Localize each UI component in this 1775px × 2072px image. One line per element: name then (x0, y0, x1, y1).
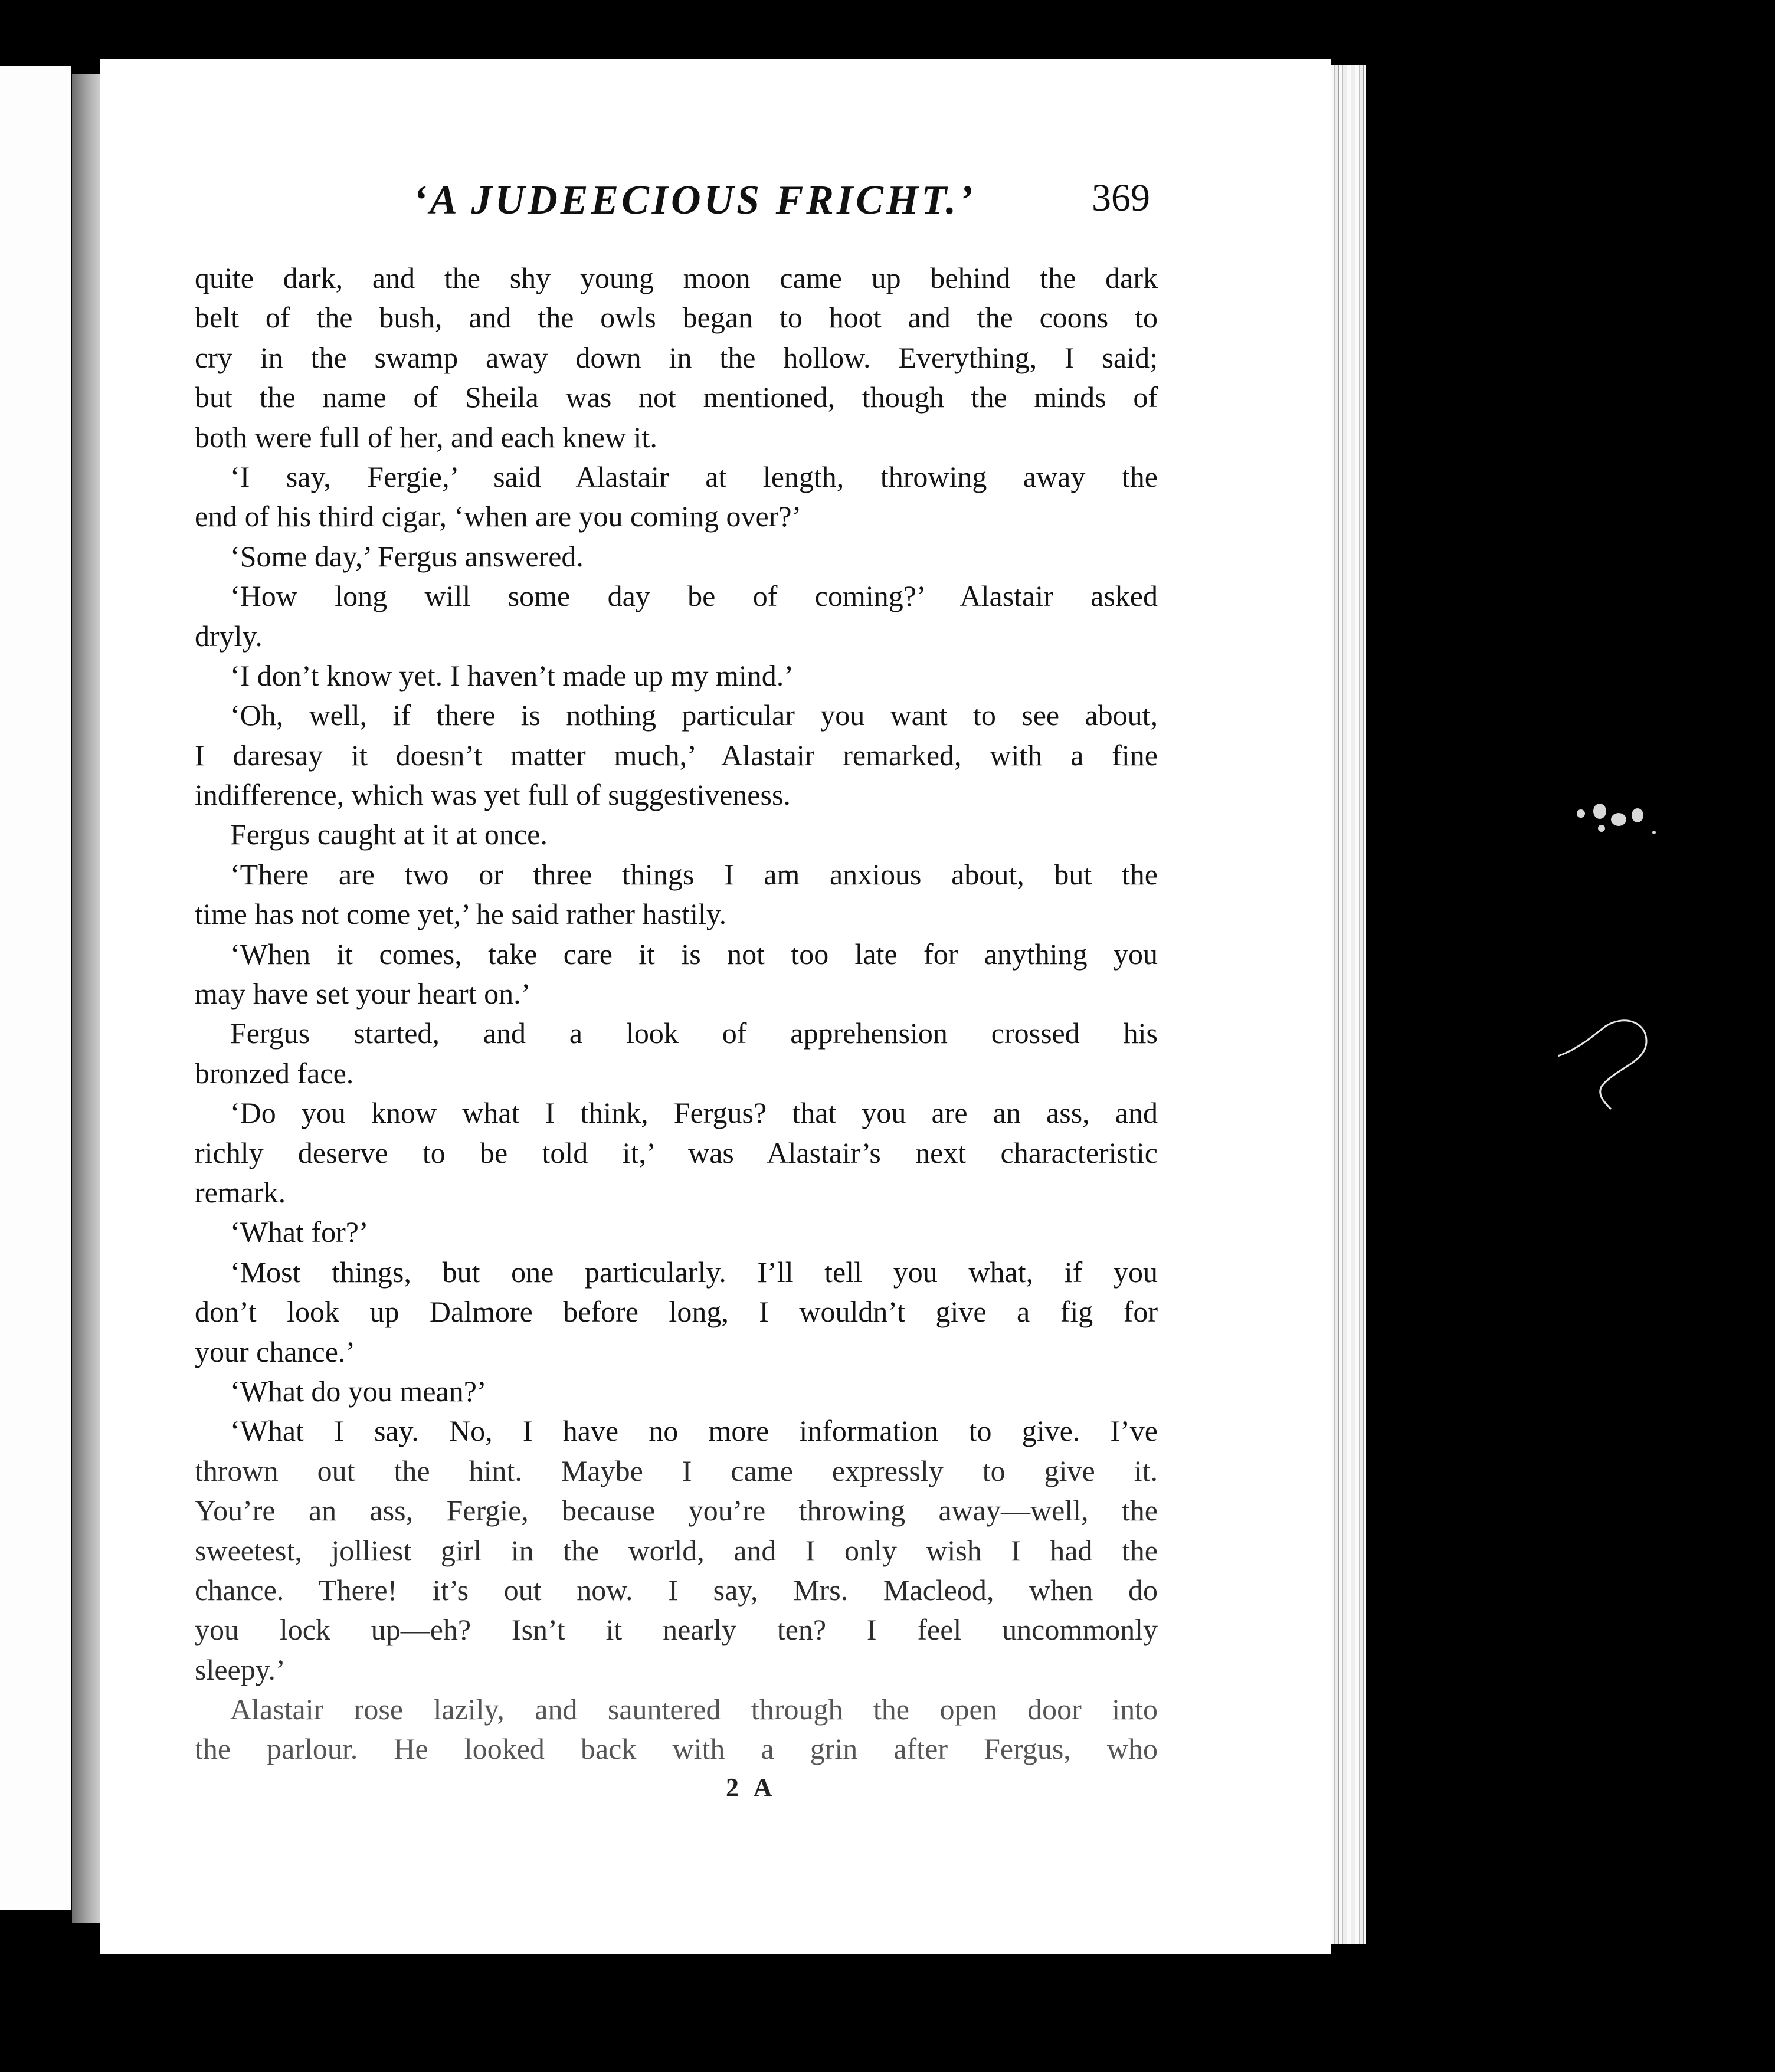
text-line: indifference, which was yet full of suggestiveness. (195, 778, 791, 812)
text-line: You’re an ass, Fergie, because you’re throwing away—well, the (195, 1494, 1158, 1527)
running-header (413, 171, 1180, 242)
text-line: remark. (195, 1175, 286, 1209)
text-line: Alastair rose lazily, and sauntered through the open door into (230, 1693, 1158, 1726)
text-line: your chance.’ (195, 1335, 356, 1368)
text-line: you lock up—eh? Isn’t it nearly ten? I feel uncommonly (195, 1613, 1158, 1647)
text-line: ‘Some day,’ Fergus answered. (230, 539, 584, 573)
gutter-shadow (72, 74, 100, 1923)
page-stack-edge (1331, 65, 1366, 1944)
previous-page-edge (0, 66, 71, 1910)
page-number: 369 (1092, 176, 1150, 219)
text-line: the parlour. He looked back with a grin after Fergus, who (195, 1732, 1158, 1766)
printer-signature-mark: 2 A (726, 1773, 777, 1802)
text-line: quite dark, and the shy young moon came up behind the dark (195, 261, 1158, 294)
text-line: ‘Oh, well, if there is nothing particular you want to see about, (230, 699, 1158, 732)
text-line: belt of the bush, and the owls began to hoot and the coons to (195, 301, 1158, 335)
text-line: ‘There are two or three things I am anxious about, but the (230, 857, 1158, 891)
text-line: dryly. (195, 619, 263, 653)
body-text (195, 258, 1158, 1769)
scan-speck (1632, 808, 1643, 822)
text-line: richly deserve to be told it,’ was Alastair’s next characteristic (195, 1136, 1158, 1169)
text-line: I daresay it doesn’t matter much,’ Alastair remarked, with a fine (195, 738, 1158, 772)
text-line: time has not come yet,’ he said rather hastily. (195, 897, 727, 931)
text-line: end of his third cigar, ‘when are you coming over?’ (195, 500, 802, 533)
text-line: ‘What do you mean?’ (230, 1374, 487, 1408)
running-title: ‘A JUDEECIOUS FRICHT.’ (413, 178, 976, 223)
text-line: ‘Most things, but one particularly. I’ll tell you what, if you (230, 1255, 1158, 1289)
text-line: ‘What I say. No, I have no more information to give. I’ve (230, 1414, 1158, 1448)
text-line: both were full of her, and each knew it. (195, 420, 657, 454)
text-line: thrown out the hint. Maybe I came expressly to give it. (195, 1454, 1158, 1487)
text-line: cry in the swamp away down in the hollow. Everything, I said; (195, 340, 1158, 374)
text-line: ‘How long will some day be of coming?’ Alastair asked (230, 579, 1158, 613)
scan-hair-artifact (1558, 1015, 1664, 1121)
text-line: bronzed face. (195, 1056, 354, 1090)
text-line: sweetest, jolliest girl in the world, and I only wish I had the (195, 1533, 1158, 1567)
text-line: ‘Do you know what I think, Fergus? that you are an ass, and (230, 1096, 1158, 1130)
text-line: sleepy.’ (195, 1653, 286, 1686)
text-line: ‘What for?’ (230, 1215, 369, 1249)
text-line: Fergus caught at it at once. (230, 818, 548, 851)
text-line: don’t look up Dalmore before long, I wouldn’t give a fig for (195, 1295, 1158, 1329)
scan-speck (1577, 809, 1585, 818)
scan-speck (1611, 813, 1626, 826)
text-line: Fergus started, and a look of apprehension crossed his (230, 1017, 1158, 1050)
text-line: ‘I say, Fergie,’ said Alastair at length, throwing away the (230, 460, 1158, 493)
text-line: ‘When it comes, take care it is not too late for anything you (230, 937, 1158, 971)
text-line: ‘I don’t know yet. I haven’t made up my mind.’ (230, 658, 794, 692)
scan-speck (1593, 804, 1606, 819)
text-line: but the name of Sheila was not mentioned, though the minds of (195, 381, 1158, 414)
text-line: chance. There! it’s out now. I say, Mrs. Macleod, when do (195, 1573, 1158, 1607)
text-line: may have set your heart on.’ (195, 977, 531, 1011)
scan-speck (1652, 831, 1656, 834)
scan-speck (1598, 825, 1605, 832)
